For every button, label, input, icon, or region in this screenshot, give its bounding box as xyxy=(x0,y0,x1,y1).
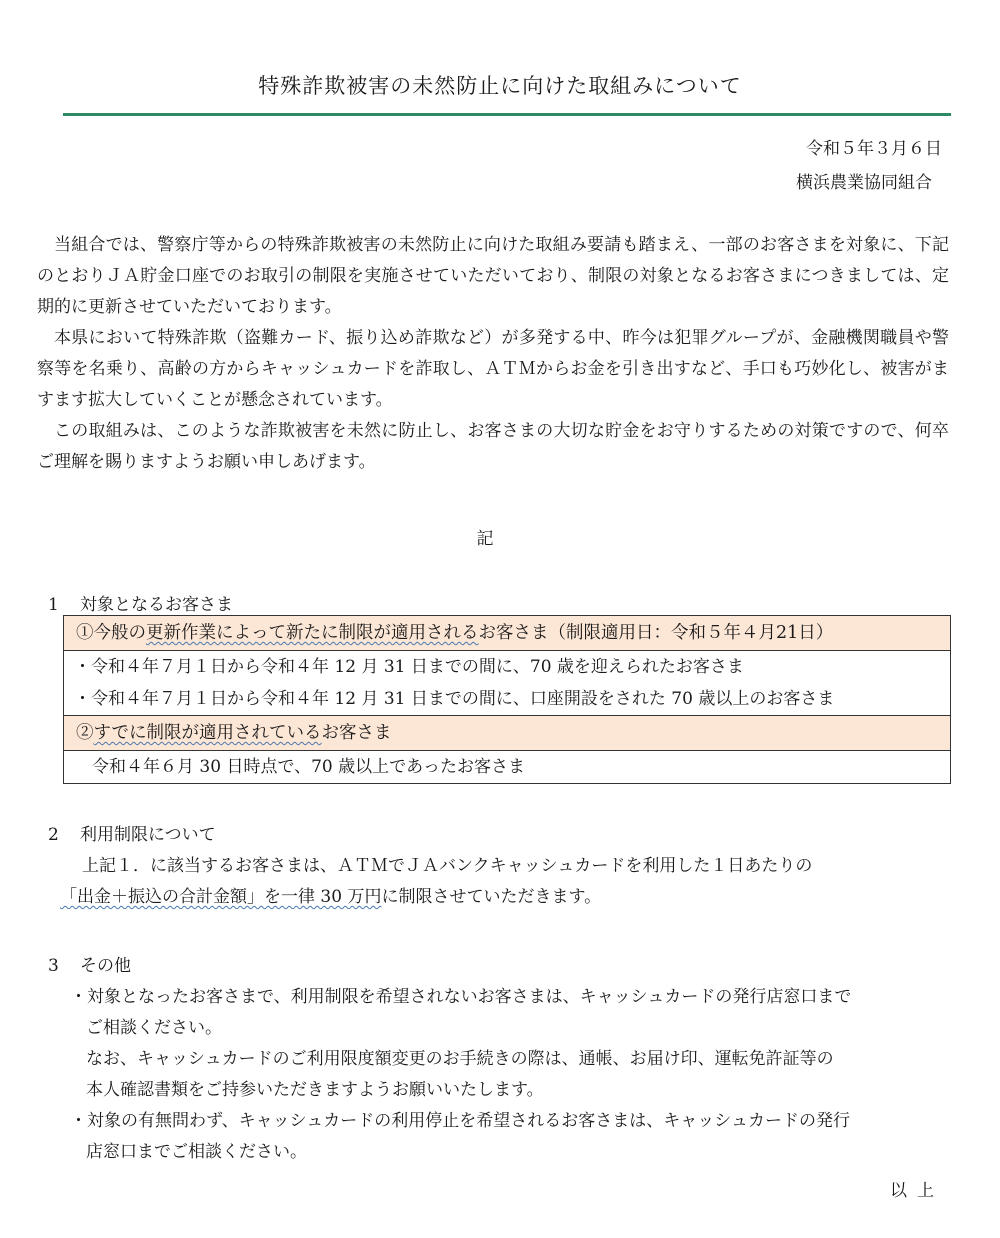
section-2-body xyxy=(60,851,813,913)
ki-marker: 記 xyxy=(476,529,494,549)
table-header-existing-restriction xyxy=(64,715,950,751)
document-date: 令和５年３月６日 xyxy=(806,139,942,159)
target-customers-table xyxy=(63,615,951,784)
bullet-continuation: 店窓口までご相談ください。 xyxy=(86,1142,307,1162)
body-line: 上記１．に該当するお客さまは、ＡＴＭでＪＡバンクキャッシュカードを利用した１日あたりの xyxy=(82,856,813,876)
bullet-line: ・対象の有無問わず、キャッシュカードの利用停止を希望されるお客さまは、キャッシュカードの発行 xyxy=(70,1111,850,1131)
body-text: に制限させていただきます。 xyxy=(381,887,602,907)
organization-name: 横浜農業協同組合 xyxy=(796,173,932,193)
section-title: 対象となるお客さま xyxy=(80,595,233,615)
section-number: 2 xyxy=(48,825,59,845)
header-underlined-text: すでに制限が適用されている xyxy=(93,723,322,743)
section-3-heading xyxy=(48,951,131,976)
section-title: その他 xyxy=(80,956,131,976)
header-underlined-text: 更新作業によって新たに制限が適用される xyxy=(146,623,479,643)
table-row: ・令和４年７月１日から令和４年 12 月 31 日までの間に、口座開設をされた 70 歳以上のお客さま xyxy=(74,689,835,709)
section-1-heading xyxy=(48,590,233,615)
intro-paragraph: 当組合では、警察庁等からの特殊詐欺被害の未然防止に向けた取組み要請も踏まえ、一部のお客さまを対象に、下記のとおりＪＡ貯金口座でのお取引の制限を実施させていただいており、制限の対象となるお客さまにつきましては、定期的に更新させていただいております。 xyxy=(37,235,949,317)
intro-paragraph: この取組みは、このような詐欺被害を未然に防止し、お客さまの大切な貯金をお守りするための対策ですので、何卒ご理解を賜りますようお願い申しあげます。 xyxy=(37,421,949,472)
title-divider xyxy=(63,113,951,116)
table-row: ・令和４年７月１日から令和４年 12 月 31 日までの間に、70 歳を迎えられたお客さま xyxy=(74,657,744,677)
bullet-continuation: なお、キャッシュカードのご利用限度額変更のお手続きの際は、通帳、お届け印、運転免許証等の xyxy=(86,1049,834,1069)
section-number: 1 xyxy=(48,595,59,615)
table-row: 令和４年６月 30 日時点で、70 歳以上であったお客さま xyxy=(92,757,525,777)
section-3-body xyxy=(70,982,950,1168)
bullet-continuation: 本人確認書類をご持参いただきますようお願いいたします。 xyxy=(86,1080,544,1100)
section-title: 利用制限について xyxy=(80,825,216,845)
closing-mark: 以上 xyxy=(890,1181,944,1201)
underlined-amount: 「出金＋振込の合計金額」を一律 30 万円 xyxy=(60,887,382,907)
section-2-heading xyxy=(48,820,216,845)
body-line xyxy=(60,887,601,907)
bullet-continuation: ご相談ください。 xyxy=(86,1018,222,1038)
intro-text xyxy=(37,230,949,478)
header-text: ② xyxy=(76,723,94,743)
intro-paragraph: 本県において特殊詐欺（盗難カード、振り込め詐欺など）が多発する中、昨今は犯罪グループが、金融機関職員や警察等を名乗り、高齢の方からキャッシュカードを詐取し、ＡＴＭからお金を引き出すなど、手口も巧妙化し、被害がますます拡大していくことが懸念されています。 xyxy=(37,328,949,410)
table-header-new-restriction xyxy=(64,616,950,651)
bullet-line: ・対象となったお客さまで、利用制限を希望されないお客さまは、キャッシュカードの発行店窓口まで xyxy=(70,987,852,1007)
header-text: お客さま（制限適用日：令和５年４月21日） xyxy=(478,623,834,643)
document-title: 特殊詐欺被害の未然防止に向けた取組みについて xyxy=(258,74,742,98)
header-text: ①今般の xyxy=(76,623,146,643)
header-text: お客さま xyxy=(321,723,392,743)
section-number: 3 xyxy=(48,956,59,976)
